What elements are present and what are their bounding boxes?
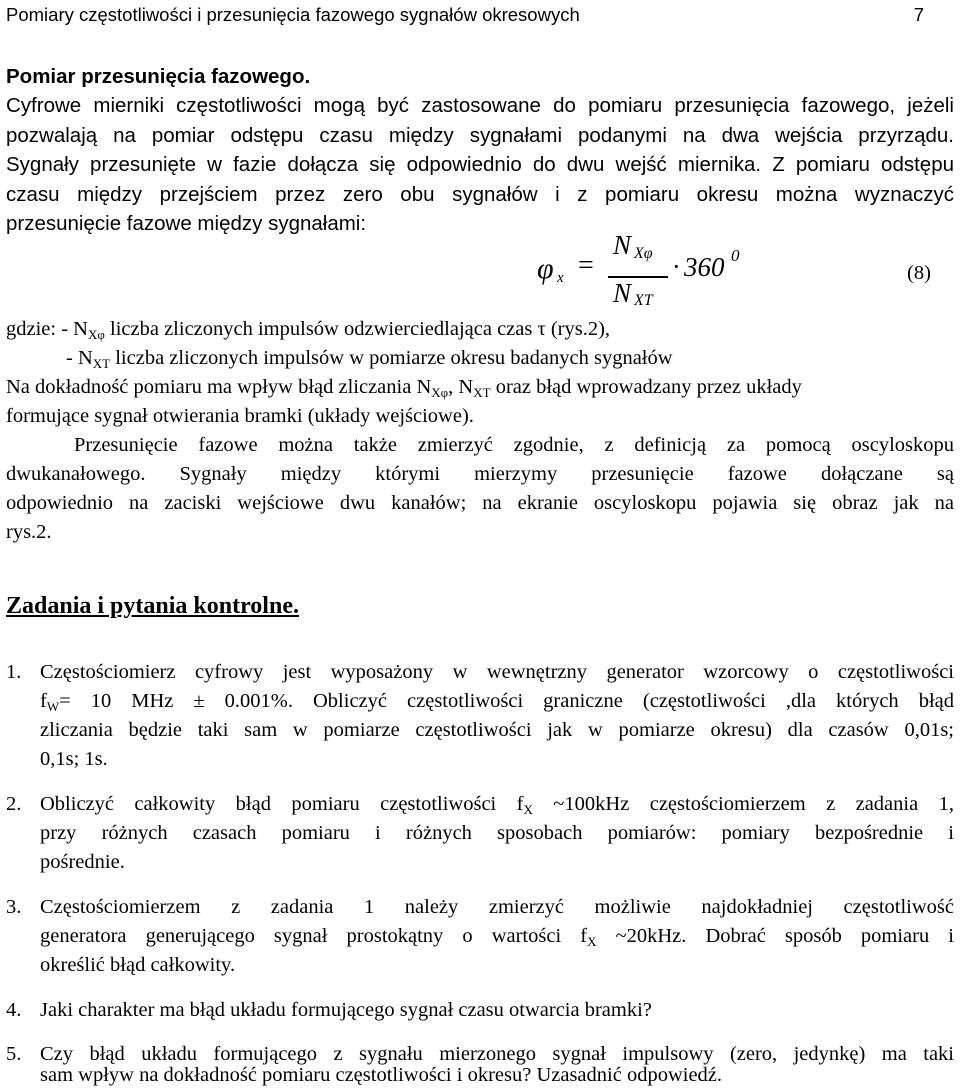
- paragraph-line: czasu między przejściem przez zero obu sygnałów i z pomiaru okresu można wyznaczyć: [6, 183, 954, 206]
- question-line: Czy błąd układu formującego z sygnału mierzonego sygnał impulsowy (zero, jedynkę) ma taki: [40, 1043, 954, 1065]
- question-line: Jaki charakter ma błąd układu formującego sygnał czasu otwarcia bramki?: [40, 999, 652, 1021]
- formula-value-sup: 0: [731, 246, 740, 265]
- def-prefix: - N: [66, 347, 93, 369]
- formula-equals: =: [578, 250, 594, 281]
- paragraph-text: Sygnały przesunięte w fazie dołącza się odpowiednio do dwu wejść miernika.: [6, 153, 762, 176]
- question-line: sam wpływ na dokładność pomiaru częstotliwości i okresu? Uzasadnić odpowiedź.: [40, 1064, 723, 1086]
- paragraph-line: Cyfrowe mierniki częstotliwości mogą być zastosowane do pomiaru przesunięcia fazowego, jeżeli: [6, 94, 954, 117]
- paragraph-line: rys.2.: [6, 521, 52, 543]
- question-line: [40, 790, 954, 819]
- def-sub: Xφ: [87, 327, 105, 342]
- def-text: liczba zliczonych impulsów w pomiarze okresu badanych sygnałów: [110, 347, 673, 369]
- text-sub: X: [587, 934, 597, 949]
- paragraph-line: pozwalają na pomiar odstępu czasu między sygnałami podanymi na dwa wejścia przyrządu.: [6, 124, 954, 147]
- text-span: Obliczyć całkowity błąd pomiaru częstotliwości f: [40, 793, 524, 815]
- running-header: Pomiary częstotliwości i przesunięcia fazowego sygnałów okresowych: [6, 4, 580, 25]
- text-span: oraz błąd wprowadzany przez układy: [490, 376, 802, 398]
- question-number: 1.: [6, 661, 22, 683]
- text-span: , N: [448, 376, 474, 398]
- question-line: pośrednie.: [40, 851, 125, 873]
- question-number: 4.: [6, 999, 22, 1021]
- question-number: 2.: [6, 793, 22, 815]
- formula-value: 360: [684, 252, 725, 282]
- question-line: Częstościomierzem z zadania 1 należy zmierzyć możliwie najdokładniej częstotliwość: [40, 896, 954, 918]
- question-line: określić błąd całkowity.: [40, 954, 236, 976]
- question-number: 5.: [6, 1043, 22, 1065]
- question-line: [40, 922, 954, 951]
- text-span: generatora generującego sygnał prostokątny o wartości f: [40, 925, 588, 947]
- text-sub: XT: [473, 385, 491, 400]
- definition-line: [66, 344, 960, 373]
- paragraph-line: [6, 373, 954, 402]
- question-line: przy różnych czasach pomiaru i różnych sposobach pomiarów: pomiary bezpośrednie i: [40, 822, 954, 844]
- formula-dot: ·: [672, 252, 681, 281]
- text-span: Na dokładność pomiaru ma wpływ błąd zliczania N: [6, 376, 432, 398]
- text-span: = 10 MHz ± 0.001%. Obliczyć częstotliwości graniczne (częstotliwości ,dla których błąd: [59, 690, 954, 712]
- formula-den-sub: XT: [634, 292, 653, 309]
- def-prefix: gdzie: - N: [6, 318, 88, 340]
- question-line: 0,1s; 1s.: [40, 748, 108, 770]
- text-sub: X: [523, 802, 533, 817]
- formula-phi-sub: x: [557, 270, 564, 286]
- text-sub: W: [46, 699, 60, 714]
- text-span: ~20kHz. Dobrać sposób pomiaru i: [596, 925, 954, 947]
- formula-phi: φ: [537, 252, 554, 285]
- def-sub: XT: [92, 356, 111, 371]
- paragraph-text: Z pomiaru odstępu: [761, 153, 955, 176]
- formula-num-sub: Xφ: [634, 245, 653, 262]
- text-span: ~100kHz częstościomierzem z zadania 1,: [532, 793, 954, 815]
- paragraph-line: Przesunięcie fazowe można także zmierzyć zgodnie, z definicją za pomocą oscyloskopu: [74, 434, 954, 456]
- paragraph-line: odpowiednio na zaciski wejściowe dwu kanałów; na ekranie oscyloskopu pojawia się obraz jak na: [6, 492, 954, 514]
- question-line: [40, 687, 954, 716]
- section-heading-phase: Pomiar przesunięcia fazowego.: [6, 65, 311, 88]
- text-span: f: [40, 690, 47, 712]
- page-number: 7: [913, 4, 924, 25]
- section-heading-tasks: Zadania i pytania kontrolne.: [6, 593, 299, 619]
- definition-line: [6, 315, 954, 344]
- formula-num-n: N: [613, 230, 632, 260]
- paragraph-line: przesunięcie fazowe między sygnałami:: [6, 212, 367, 235]
- paragraph-line: formujące sygnał otwierania bramki (układy wejściowe).: [6, 405, 474, 427]
- question-line: Częstościomierz cyfrowy jest wyposażony w wewnętrzny generator wzorcowy o częstotliwości: [40, 661, 954, 683]
- formula-den-n: N: [613, 278, 632, 308]
- paragraph-line: [6, 150, 954, 180]
- text-sub: Xφ: [431, 385, 449, 400]
- question-number: 3.: [6, 896, 22, 918]
- equation-number: (8): [907, 262, 931, 284]
- def-text: liczba zliczonych impulsów odzwierciedlająca czas τ (rys.2),: [104, 318, 611, 340]
- question-line: zliczania będzie taki sam w pomiarze częstotliwości jak w pomiarze okresu) dla czasów 0,01s;: [40, 719, 954, 741]
- paragraph-line: dwukanałowego. Sygnały między którymi mierzymy przesunięcie fazowe dołączane są: [6, 463, 954, 485]
